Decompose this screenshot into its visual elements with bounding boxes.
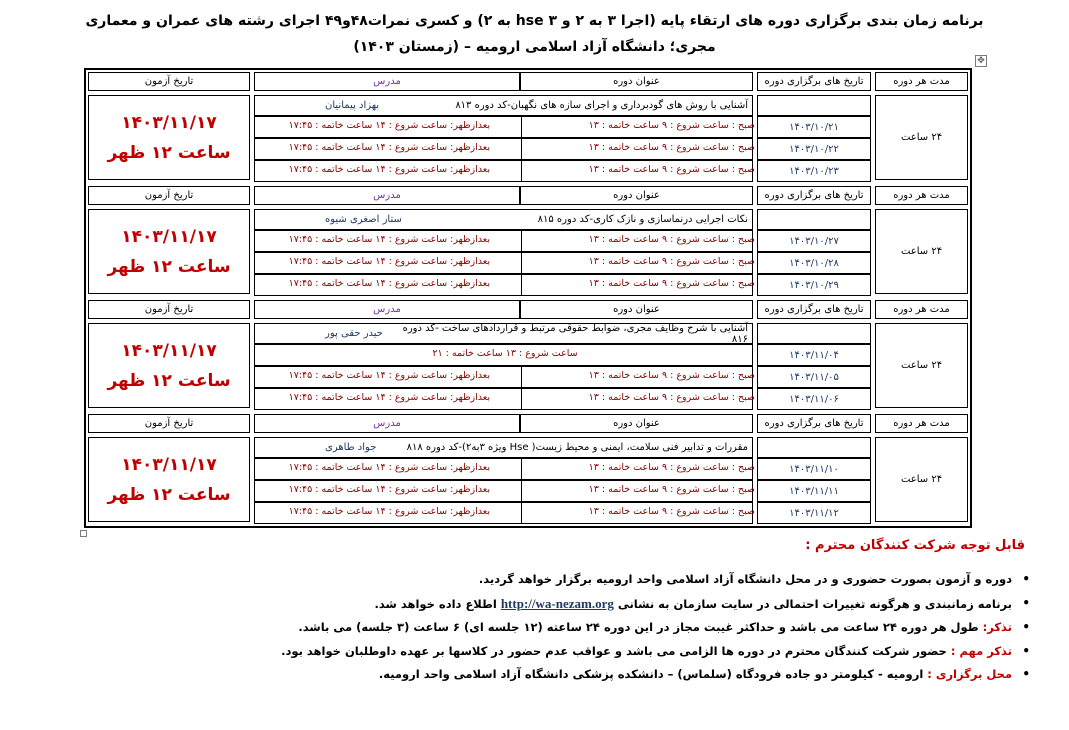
course-date: ۱۴۰۳/۱۰/۲۹ bbox=[757, 274, 871, 296]
date-cell-empty bbox=[757, 95, 871, 116]
session-afternoon: بعدازظهر: ساعت شروع : ۱۴ ساعت خاتمه : ۱۷:۴۵ bbox=[288, 164, 490, 175]
header-teacher: مدرس bbox=[254, 72, 520, 91]
exam-time: ساعت ۱۲ ظهر bbox=[107, 484, 231, 505]
note-text-after: اطلاع داده خواهد شد. bbox=[374, 596, 497, 611]
session-divider bbox=[521, 389, 522, 409]
session-afternoon: بعدازظهر: ساعت شروع : ۱۴ ساعت خاتمه : ۱۷:۴۵ bbox=[288, 506, 490, 517]
session-morning: صبح : ساعت شروع : ۹ ساعت خاتمه : ۱۳ bbox=[588, 120, 755, 131]
exam-date-cell bbox=[88, 323, 250, 408]
session-afternoon: بعدازظهر: ساعت شروع : ۱۴ ساعت خاتمه : ۱۷:۴۵ bbox=[288, 370, 490, 381]
course-date: ۱۴۰۳/۱۱/۱۲ bbox=[757, 502, 871, 524]
course-date: ۱۴۰۳/۱۰/۲۱ bbox=[757, 116, 871, 138]
website-link[interactable]: http://wa-nezam.org bbox=[500, 595, 614, 611]
session-divider bbox=[521, 139, 522, 159]
course-date: ۱۴۰۳/۱۱/۱۰ bbox=[757, 458, 871, 480]
header-exam-date: تاریخ آزمون bbox=[88, 186, 250, 205]
course-title-row bbox=[254, 323, 753, 344]
header-course-title: عنوان دوره bbox=[520, 414, 753, 433]
date-cell-empty bbox=[757, 437, 871, 458]
course-date: ۱۴۰۳/۱۰/۲۸ bbox=[757, 252, 871, 274]
exam-date: ۱۴۰۳/۱۱/۱۷ bbox=[121, 340, 217, 361]
course-date: ۱۴۰۳/۱۰/۲۷ bbox=[757, 230, 871, 252]
header-teacher: مدرس bbox=[254, 300, 520, 319]
session-afternoon: بعدازظهر: ساعت شروع : ۱۴ ساعت خاتمه : ۱۷:۴۵ bbox=[288, 278, 490, 289]
session-morning: صبح : ساعت شروع : ۹ ساعت خاتمه : ۱۳ bbox=[588, 278, 755, 289]
notes-heading: قابل توجه شرکت کنندگان محترم : bbox=[805, 538, 1025, 553]
note-text: طول هر دوره ۲۴ ساعت می باشد و حداکثر غیبت مجاز در این دوره ۲۴ ساعته (۱۲ جلسه ای) ۶ ساعت (۳ جلسه) می باشد. bbox=[298, 620, 979, 634]
course-title: نکات اجرایی درنماسازی و نازک کاری-کد دوره ۸۱۵ bbox=[537, 214, 748, 225]
course-title-row bbox=[254, 437, 753, 458]
session-row bbox=[254, 502, 753, 524]
session-morning: صبح : ساعت شروع : ۹ ساعت خاتمه : ۱۳ bbox=[588, 370, 755, 381]
header-exam-date: تاریخ آزمون bbox=[88, 300, 250, 319]
session-afternoon: بعدازظهر: ساعت شروع : ۱۴ ساعت خاتمه : ۱۷:۴۵ bbox=[288, 120, 490, 131]
date-cell-empty bbox=[757, 209, 871, 230]
header-duration: مدت هر دوره bbox=[875, 186, 968, 205]
session-morning: صبح : ساعت شروع : ۹ ساعت خاتمه : ۱۳ bbox=[588, 234, 755, 245]
course-date: ۱۴۰۳/۱۰/۲۳ bbox=[757, 160, 871, 182]
course-date: ۱۴۰۳/۱۱/۱۱ bbox=[757, 480, 871, 502]
session-divider bbox=[521, 117, 522, 137]
session-divider bbox=[521, 503, 522, 523]
course-teacher: ستار اصغری شیوه bbox=[325, 214, 402, 225]
session-row bbox=[254, 458, 753, 480]
header-course-dates: تاریخ های برگزاری دوره bbox=[757, 72, 871, 91]
course-title-row bbox=[254, 209, 753, 230]
note-label: تذکر: bbox=[982, 620, 1012, 634]
course-duration: ۲۴ ساعت bbox=[875, 323, 968, 408]
exam-date: ۱۴۰۳/۱۱/۱۷ bbox=[121, 226, 217, 247]
note-text: ارومیه - کیلومتر دو جاده فرودگاه (سلماس) – دانشکده پزشکی دانشگاه آزاد اسلامی واحد ارومیه. bbox=[378, 667, 924, 681]
session-divider bbox=[521, 231, 522, 251]
header-course-title: عنوان دوره bbox=[520, 72, 753, 91]
session-afternoon: بعدازظهر: ساعت شروع : ۱۴ ساعت خاتمه : ۱۷:۴۵ bbox=[288, 234, 490, 245]
exam-date: ۱۴۰۳/۱۱/۱۷ bbox=[121, 112, 217, 133]
schedule-table bbox=[84, 68, 972, 528]
header-teacher: مدرس bbox=[254, 186, 520, 205]
session-morning: صبح : ساعت شروع : ۹ ساعت خاتمه : ۱۳ bbox=[588, 462, 755, 473]
header-duration: مدت هر دوره bbox=[875, 300, 968, 319]
course-title: آشنایی با روش های گودبرداری و اجرای سازه های نگهبان-کد دوره ۸۱۳ bbox=[455, 100, 748, 111]
course-title: آشنایی با شرح وظایف مجری، ضوابط حقوقی مرتبط و قراردادهای ساخت -کد دوره ۸۱۶ bbox=[402, 322, 748, 345]
exam-date-cell bbox=[88, 95, 250, 180]
session-row bbox=[254, 252, 753, 274]
session-row bbox=[254, 160, 753, 182]
table-resize-handle[interactable] bbox=[80, 530, 87, 537]
notes-list bbox=[250, 568, 1030, 687]
session-divider bbox=[521, 481, 522, 501]
header-course-title: عنوان دوره bbox=[520, 186, 753, 205]
header-course-dates: تاریخ های برگزاری دوره bbox=[757, 414, 871, 433]
table-move-handle-icon[interactable]: ✥ bbox=[975, 55, 987, 67]
session-row bbox=[254, 230, 753, 252]
note-label: محل برگزاری : bbox=[927, 667, 1012, 681]
session-full-day: ساعت شروع : ۱۳ ساعت خاتمه : ۲۱ bbox=[432, 348, 578, 359]
session-row bbox=[254, 388, 753, 410]
note-text: حضور شرکت کنندگان محترم در دوره ها الزامی می باشد و عواقب عدم حضور در کلاسها بر عهده داوطلبان خواهد بود. bbox=[281, 643, 947, 658]
course-date: ۱۴۰۳/۱۱/۰۶ bbox=[757, 388, 871, 410]
exam-date-cell bbox=[88, 209, 250, 294]
session-morning: صبح : ساعت شروع : ۹ ساعت خاتمه : ۱۳ bbox=[588, 164, 755, 175]
session-row bbox=[254, 366, 753, 388]
note-label: تذکر مهم : bbox=[950, 643, 1012, 658]
header-course-dates: تاریخ های برگزاری دوره bbox=[757, 300, 871, 319]
session-row bbox=[254, 274, 753, 296]
session-afternoon: بعدازظهر: ساعت شروع : ۱۴ ساعت خاتمه : ۱۷:۴۵ bbox=[288, 462, 490, 473]
session-morning: صبح : ساعت شروع : ۹ ساعت خاتمه : ۱۳ bbox=[588, 142, 755, 153]
course-date: ۱۴۰۳/۱۱/۰۴ bbox=[757, 344, 871, 366]
session-divider bbox=[521, 253, 522, 273]
course-duration: ۲۴ ساعت bbox=[875, 95, 968, 180]
header-teacher: مدرس bbox=[254, 414, 520, 433]
exam-date: ۱۴۰۳/۱۱/۱۷ bbox=[121, 454, 217, 475]
exam-time: ساعت ۱۲ ظهر bbox=[107, 256, 231, 277]
course-date: ۱۴۰۳/۱۱/۰۵ bbox=[757, 366, 871, 388]
session-morning: صبح : ساعت شروع : ۹ ساعت خاتمه : ۱۳ bbox=[588, 484, 755, 495]
bullet-icon: • bbox=[1022, 620, 1030, 634]
session-row bbox=[254, 480, 753, 502]
session-divider bbox=[521, 459, 522, 479]
course-title-row bbox=[254, 95, 753, 116]
session-morning: صبح : ساعت شروع : ۹ ساعت خاتمه : ۱۳ bbox=[588, 506, 755, 517]
note-item bbox=[250, 592, 1030, 617]
session-morning: صبح : ساعت شروع : ۹ ساعت خاتمه : ۱۳ bbox=[588, 256, 755, 267]
course-teacher: جواد طاهری bbox=[325, 442, 377, 453]
note-item bbox=[250, 663, 1030, 687]
note-item bbox=[250, 616, 1030, 640]
session-afternoon: بعدازظهر: ساعت شروع : ۱۴ ساعت خاتمه : ۱۷:۴۵ bbox=[288, 142, 490, 153]
course-date: ۱۴۰۳/۱۰/۲۲ bbox=[757, 138, 871, 160]
session-row bbox=[254, 116, 753, 138]
bullet-icon: • bbox=[1022, 667, 1030, 681]
exam-date-cell bbox=[88, 437, 250, 522]
course-teacher: بهزاد پیمانیان bbox=[325, 100, 380, 111]
bullet-icon: • bbox=[1022, 572, 1030, 586]
course-duration: ۲۴ ساعت bbox=[875, 209, 968, 294]
note-item bbox=[250, 568, 1030, 592]
header-duration: مدت هر دوره bbox=[875, 414, 968, 433]
header-exam-date: تاریخ آزمون bbox=[88, 72, 250, 91]
bullet-icon: • bbox=[1022, 595, 1030, 610]
session-afternoon: بعدازظهر: ساعت شروع : ۱۴ ساعت خاتمه : ۱۷:۴۵ bbox=[288, 392, 490, 403]
header-duration: مدت هر دوره bbox=[875, 72, 968, 91]
session-afternoon: بعدازظهر: ساعت شروع : ۱۴ ساعت خاتمه : ۱۷:۴۵ bbox=[288, 256, 490, 267]
course-duration: ۲۴ ساعت bbox=[875, 437, 968, 522]
session-row bbox=[254, 344, 753, 366]
course-title: مقررات و تدابیر فنی سلامت، ایمنی و محیط زیست( Hse ویژه ۳به۲)-کد دوره ۸۱۸ bbox=[406, 442, 748, 453]
exam-time: ساعت ۱۲ ظهر bbox=[107, 142, 231, 163]
note-text: برنامه زمانبندی و هرگونه تغییرات احتمالی در سایت سازمان به نشانی bbox=[617, 596, 1012, 611]
document-subtitle: مجری؛ دانشگاه آزاد اسلامی ارومیه – (زمستان ۱۴۰۳) bbox=[353, 39, 716, 55]
date-cell-empty bbox=[757, 323, 871, 344]
exam-time: ساعت ۱۲ ظهر bbox=[107, 370, 231, 391]
header-course-title: عنوان دوره bbox=[520, 300, 753, 319]
session-divider bbox=[521, 367, 522, 387]
session-morning: صبح : ساعت شروع : ۹ ساعت خاتمه : ۱۳ bbox=[588, 392, 755, 403]
session-afternoon: بعدازظهر: ساعت شروع : ۱۴ ساعت خاتمه : ۱۷:۴۵ bbox=[288, 484, 490, 495]
document-title: برنامه زمان بندی برگزاری دوره های ارتقاء پایه (اجرا ۳ به ۲ و hse ۳ به ۲) و کسری نمرات۴۸و۴۹ اجرای رشته های عمران و معماری bbox=[85, 13, 984, 29]
session-divider bbox=[521, 161, 522, 181]
note-item bbox=[250, 640, 1030, 664]
session-divider bbox=[521, 275, 522, 295]
header-exam-date: تاریخ آزمون bbox=[88, 414, 250, 433]
session-row bbox=[254, 138, 753, 160]
bullet-icon: • bbox=[1022, 643, 1030, 658]
header-course-dates: تاریخ های برگزاری دوره bbox=[757, 186, 871, 205]
note-text: دوره و آزمون بصورت حضوری و در محل دانشگاه آزاد اسلامی واحد ارومیه برگزار خواهد گردید. bbox=[478, 572, 1012, 586]
course-teacher: حیدر حقی پور bbox=[325, 328, 383, 339]
